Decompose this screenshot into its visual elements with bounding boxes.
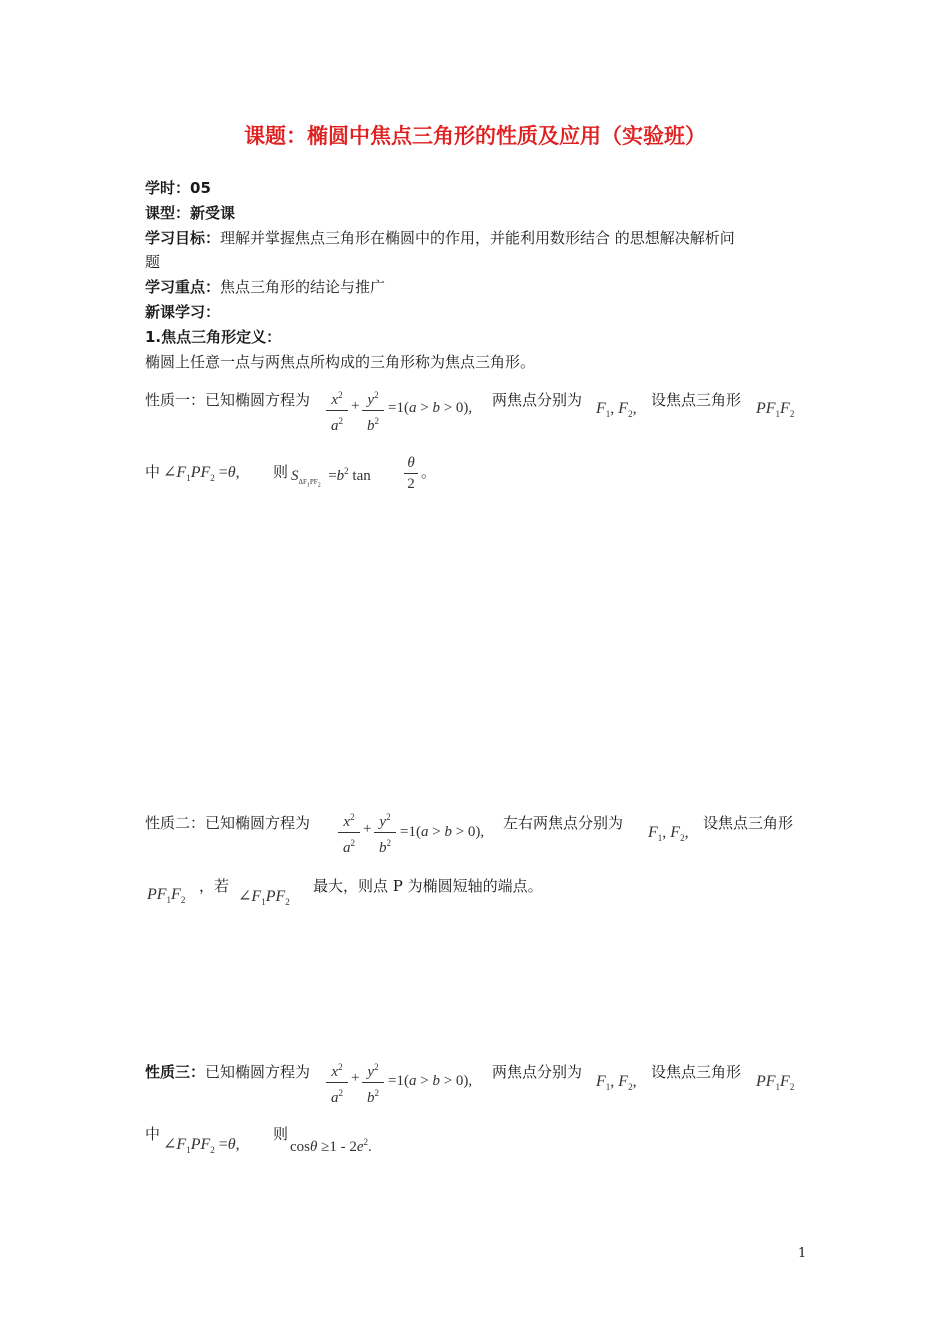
page-title: 课题：椭圆中焦点三角形的性质及应用（实验班） — [244, 124, 706, 148]
formula-theta-half: θ 2 — [404, 454, 418, 493]
formula-angle: $\angle F_1PF_2$ — [238, 888, 290, 908]
formula-condition: =1(a > b > 0), — [400, 824, 485, 840]
document-page: 课题：椭圆中焦点三角形的性质及应用（实验班） 学时：05 课型：新受课 学习目标：理解并掌握焦点三角形在椭圆中的作用，并能利用数形结合 的思想解决解析问 题 学习重点：焦点三角形的结论与推广 新课学习： 1.焦点三角形定义： 椭圆上任意一点与两焦点所构成的三角形称为焦点三角形。 性质一：已知椭圆方程为 $x^2$ $a^2$ + $y^2$ $b^2$ =1(a > b > 0), 两焦点分别为 $F_1$, $F_2$, 设焦点三角形 $PF_1F_2$ 中 $\angle F_1PF_2 =\theta$, 则 $S_{\Delta F_1PF_2} =b^2$ tan θ 2 。 性质二：已知椭圆方程为 $x^2$ $a^2$ + $y^2$ $b^2$ =1(a > b > 0), 左右两焦点分别为 $F_1$, $F_2$, 设焦点三角形 $PF_1F_2$ ，若 $\angle F_1PF_2$ 最大，则点 P 为椭圆短轴的端点。 性质三：已知椭圆方程为 $x^2$ $a^2$ + $y^2$ $b^2$ =1(a > b > 0), 两焦点分别为 $F_1$, $F_2$, 设焦点三角形 $PF_1F_2$ 中 $\angle F_1PF_2 =\theta$, 则 $\cos\theta \ge 1 - 2e^2$. 1 — [0, 0, 950, 1344]
meta-focus: 学习重点：焦点三角形的结论与推广 — [145, 278, 386, 296]
meta-objective-cont: 题 — [145, 253, 161, 271]
formula-y2-over-b2: $y^2$ $b^2$ — [362, 386, 384, 435]
meta-hours: 学时：05 — [145, 179, 211, 197]
formula-foci: $F_1$, $F_2$, — [648, 824, 689, 844]
formula-condition: =1(a > b > 0), — [388, 1073, 473, 1089]
formula-y2-over-b2: $y^2$ $b^2$ — [362, 1058, 384, 1107]
section1-definition: 椭圆上任意一点与两焦点所构成的三角形称为焦点三角形。 — [145, 353, 536, 371]
formula-triangle: $PF_1F_2$ — [147, 886, 186, 906]
formula-triangle: $PF_1F_2$ — [756, 1073, 795, 1093]
formula-x2-over-a2: $x^2$ $a^2$ — [326, 1058, 348, 1107]
formula-cos-inequality: $\cos\theta \ge 1 - 2e^2$. — [290, 1137, 372, 1155]
formula-angle: $\angle F_1PF_2 =\theta$, — [163, 1136, 240, 1156]
formula-foci: $F_1$, $F_2$, — [596, 400, 637, 420]
formula-foci: $F_1$, $F_2$, — [596, 1073, 637, 1093]
page-number: 1 — [798, 1246, 807, 1261]
formula-area: $S_{\Delta F_1PF_2} =b^2$ tan — [291, 466, 371, 489]
formula-angle: $\angle F_1PF_2 =\theta$, — [163, 464, 240, 484]
meta-new-lesson: 新课学习： — [145, 303, 221, 321]
meta-course-type: 课型：新受课 — [145, 204, 236, 222]
formula-y2-over-b2: $y^2$ $b^2$ — [374, 808, 396, 857]
formula-triangle: $PF_1F_2$ — [756, 400, 795, 420]
formula-x2-over-a2: $x^2$ $a^2$ — [326, 386, 348, 435]
formula-x2-over-a2: $x^2$ $a^2$ — [338, 808, 360, 857]
meta-objective: 学习目标：理解并掌握焦点三角形在椭圆中的作用，并能利用数形结合 的思想解决解析问 — [145, 229, 735, 247]
formula-condition: =1(a > b > 0), — [388, 400, 473, 416]
section1-heading: 1.焦点三角形定义： — [145, 328, 282, 346]
